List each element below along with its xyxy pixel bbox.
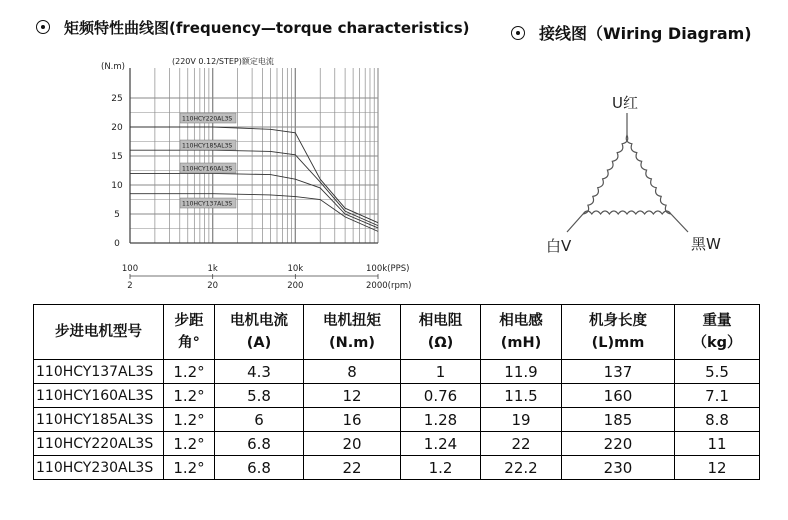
torque-chart-title: 矩频特性曲线图(frequency—torque characteristics) [64, 19, 470, 37]
model-cell: 110HCY160AL3S [34, 384, 164, 408]
spec-cell: 1.2° [164, 384, 215, 408]
column-header-text: 电机电流 [230, 313, 288, 329]
column-header-text: (mH) [500, 335, 542, 351]
x-tick-label-rpm: 20 [207, 281, 219, 291]
chart-y-axis-label: (N.m) [101, 62, 125, 72]
table-body [34, 360, 760, 480]
table-row [34, 456, 760, 480]
spec-cell: 11.9 [481, 360, 562, 384]
y-tick-label: 10 [111, 181, 123, 191]
spec-cell: 19 [481, 408, 562, 432]
torque-frequency-chart [101, 56, 411, 291]
table-header-row [34, 305, 760, 360]
terminal-v-label: 白V [546, 237, 572, 255]
y-tick-label: 20 [111, 123, 123, 133]
column-header-text: 重量 [702, 313, 732, 329]
spec-cell: 12 [675, 456, 760, 480]
spec-cell: 6.8 [215, 456, 304, 480]
column-header-text: (N.m) [328, 335, 375, 351]
w-lead-wire [671, 214, 688, 232]
terminal-w-label: 黑W [691, 235, 721, 253]
spec-cell: 137 [562, 360, 675, 384]
model-cell: 110HCY137AL3S [34, 360, 164, 384]
spec-cell: 8 [304, 360, 401, 384]
spec-cell: 22.2 [481, 456, 562, 480]
legend-label: 110HCY220AL3S [182, 115, 233, 123]
column-header-text: （kg） [692, 335, 742, 351]
spec-cell: 4.3 [215, 360, 304, 384]
model-cell: 110HCY220AL3S [34, 432, 164, 456]
spec-cell: 1.2° [164, 432, 215, 456]
spec-cell: 6.8 [215, 432, 304, 456]
legend-label: 110HCY185AL3S [182, 142, 233, 150]
column-header [562, 305, 675, 360]
column-header-text: 角° [178, 335, 200, 351]
spec-cell: 20 [304, 432, 401, 456]
column-header [401, 305, 481, 360]
model-cell: 110HCY230AL3S [34, 456, 164, 480]
column-header-text: 步距 [174, 313, 204, 329]
model-cell: 110HCY185AL3S [34, 408, 164, 432]
y-tick-label: 0 [114, 239, 120, 249]
column-header-text: (A) [246, 335, 272, 351]
spec-cell: 22 [304, 456, 401, 480]
spec-cell: 5.8 [215, 384, 304, 408]
legend-label: 110HCY137AL3S [182, 200, 233, 208]
x-tick-label-pps: 100 [121, 264, 139, 274]
chart-grid [130, 68, 378, 243]
y-tick-label: 15 [111, 152, 123, 162]
spec-cell: 6 [215, 408, 304, 432]
spec-cell: 185 [562, 408, 675, 432]
x-tick-label-pps: 100k(PPS) [366, 264, 410, 274]
column-header-text: 机身长度 [589, 313, 647, 329]
column-header [34, 305, 164, 360]
column-header-text: 相电感 [499, 313, 543, 329]
x-tick-label-rpm: 2000(rpm) [366, 281, 412, 291]
column-header [164, 305, 215, 360]
motor-spec-table [33, 304, 760, 480]
x-tick-label-pps: 10k [287, 264, 304, 274]
table-row [34, 384, 760, 408]
y-tick-label: 25 [111, 94, 123, 104]
spec-cell: 1.28 [401, 408, 481, 432]
x-tick-label-rpm: 2 [127, 281, 133, 291]
spec-cell: 22 [481, 432, 562, 456]
table-row [34, 432, 760, 456]
wiring-diagram-title: 接线图（Wiring Diagram) [539, 24, 752, 43]
column-header [481, 305, 562, 360]
column-header-text: 电机扭矩 [323, 313, 381, 329]
spec-cell: 11 [675, 432, 760, 456]
spec-cell: 1.2° [164, 408, 215, 432]
chart-x-ticks [122, 264, 412, 291]
terminal-u-label: U红 [612, 94, 638, 112]
y-tick-label: 5 [114, 210, 120, 220]
spec-cell: 1.2 [401, 456, 481, 480]
spec-cell: 5.5 [675, 360, 760, 384]
spec-cell: 8.8 [675, 408, 760, 432]
spec-cell: 1.2° [164, 456, 215, 480]
column-header-text: 步进电机型号 [55, 324, 142, 340]
chart-subtitle: (220V 0.12/STEP)额定电流 [172, 57, 274, 66]
spec-cell: 0.76 [401, 384, 481, 408]
torque-curve [130, 173, 378, 228]
chart-curves [130, 127, 378, 231]
spec-cell: 160 [562, 384, 675, 408]
spec-cell: 12 [304, 384, 401, 408]
spec-cell: 7.1 [675, 384, 760, 408]
x-tick-label-pps: 1k [207, 264, 218, 274]
table-row [34, 360, 760, 384]
wiring-diagram [546, 94, 721, 255]
column-header [675, 305, 760, 360]
spec-cell: 230 [562, 456, 675, 480]
chart-y-ticks [111, 94, 123, 249]
delta-winding-coils [583, 135, 671, 214]
column-header-text: 相电阻 [418, 313, 463, 329]
column-header [215, 305, 304, 360]
v-lead-wire [567, 214, 583, 232]
legend-label: 110HCY160AL3S [182, 165, 233, 173]
spec-cell: 1 [401, 360, 481, 384]
x-tick-label-rpm: 200 [287, 281, 304, 291]
spec-cell: 16 [304, 408, 401, 432]
spec-cell: 11.5 [481, 384, 562, 408]
spec-cell: 1.24 [401, 432, 481, 456]
table-row [34, 408, 760, 432]
column-header [304, 305, 401, 360]
spec-cell: 1.2° [164, 360, 215, 384]
spec-cell: 220 [562, 432, 675, 456]
column-header-text: (L)mm [591, 335, 645, 351]
column-header-text: (Ω) [427, 335, 454, 351]
